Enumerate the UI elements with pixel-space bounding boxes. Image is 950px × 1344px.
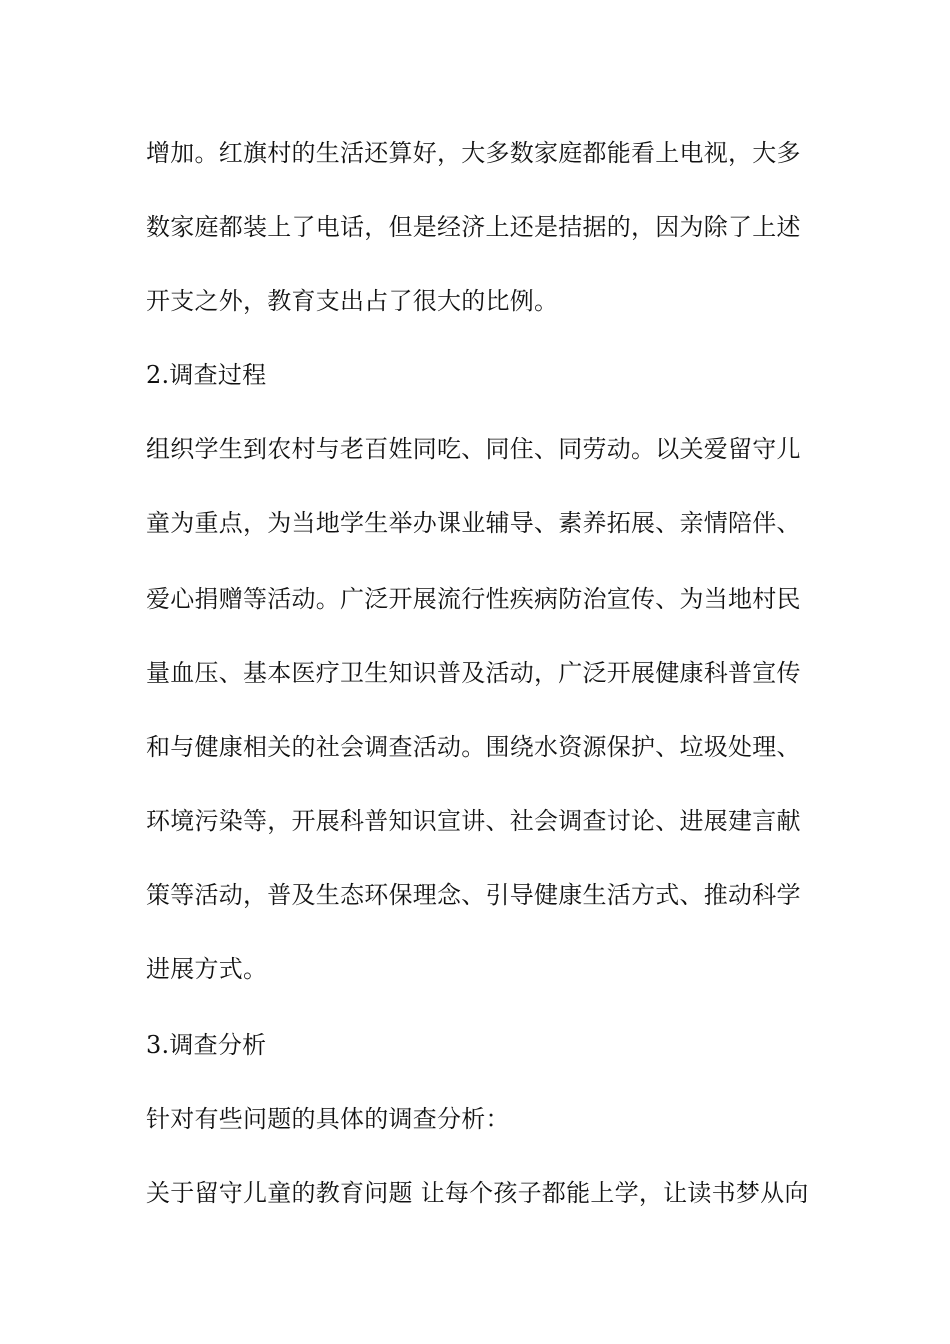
paragraph-line: 和与健康相关的社会调查活动。围绕水资源保护、垃圾处理、 [146,733,801,761]
paragraph-line: 环境污染等，开展科普知识宣讲、社会调查讨论、进展建言献 [146,807,801,835]
paragraph-line: 数家庭都装上了电话，但是经济上还是拮据的，因为除了上述 [146,213,801,241]
paragraph-line: 童为重点，为当地学生举办课业辅导、素养拓展、亲情陪伴、 [146,509,801,537]
paragraph-line: 量血压、基本医疗卫生知识普及活动，广泛开展健康科普宣传 [146,659,801,687]
paragraph-line: 进展方式。 [146,955,268,983]
paragraph-line: 策等活动，普及生态环保理念、引导健康生活方式、推动科学 [146,881,801,909]
paragraph-line: 针对有些问题的具体的调查分析： [146,1105,510,1133]
paragraph-line: 增加。红旗村的生活还算好，大多数家庭都能看上电视，大多 [146,139,801,167]
paragraph-line: 爱心捐赠等活动。广泛开展流行性疾病防治宣传、为当地村民 [146,585,801,613]
paragraph-line: 组织学生到农村与老百姓同吃、同住、同劳动。以关爱留守儿 [146,435,801,463]
section-heading: 2.调查过程 [146,361,267,389]
paragraph-line: 开支之外，教育支出占了很大的比例。 [146,287,559,315]
paragraph-line: 关于留守儿童的教育问题 让每个孩子都能上学，让读书梦从向 [146,1179,809,1207]
section-heading: 3.调查分析 [146,1031,267,1059]
